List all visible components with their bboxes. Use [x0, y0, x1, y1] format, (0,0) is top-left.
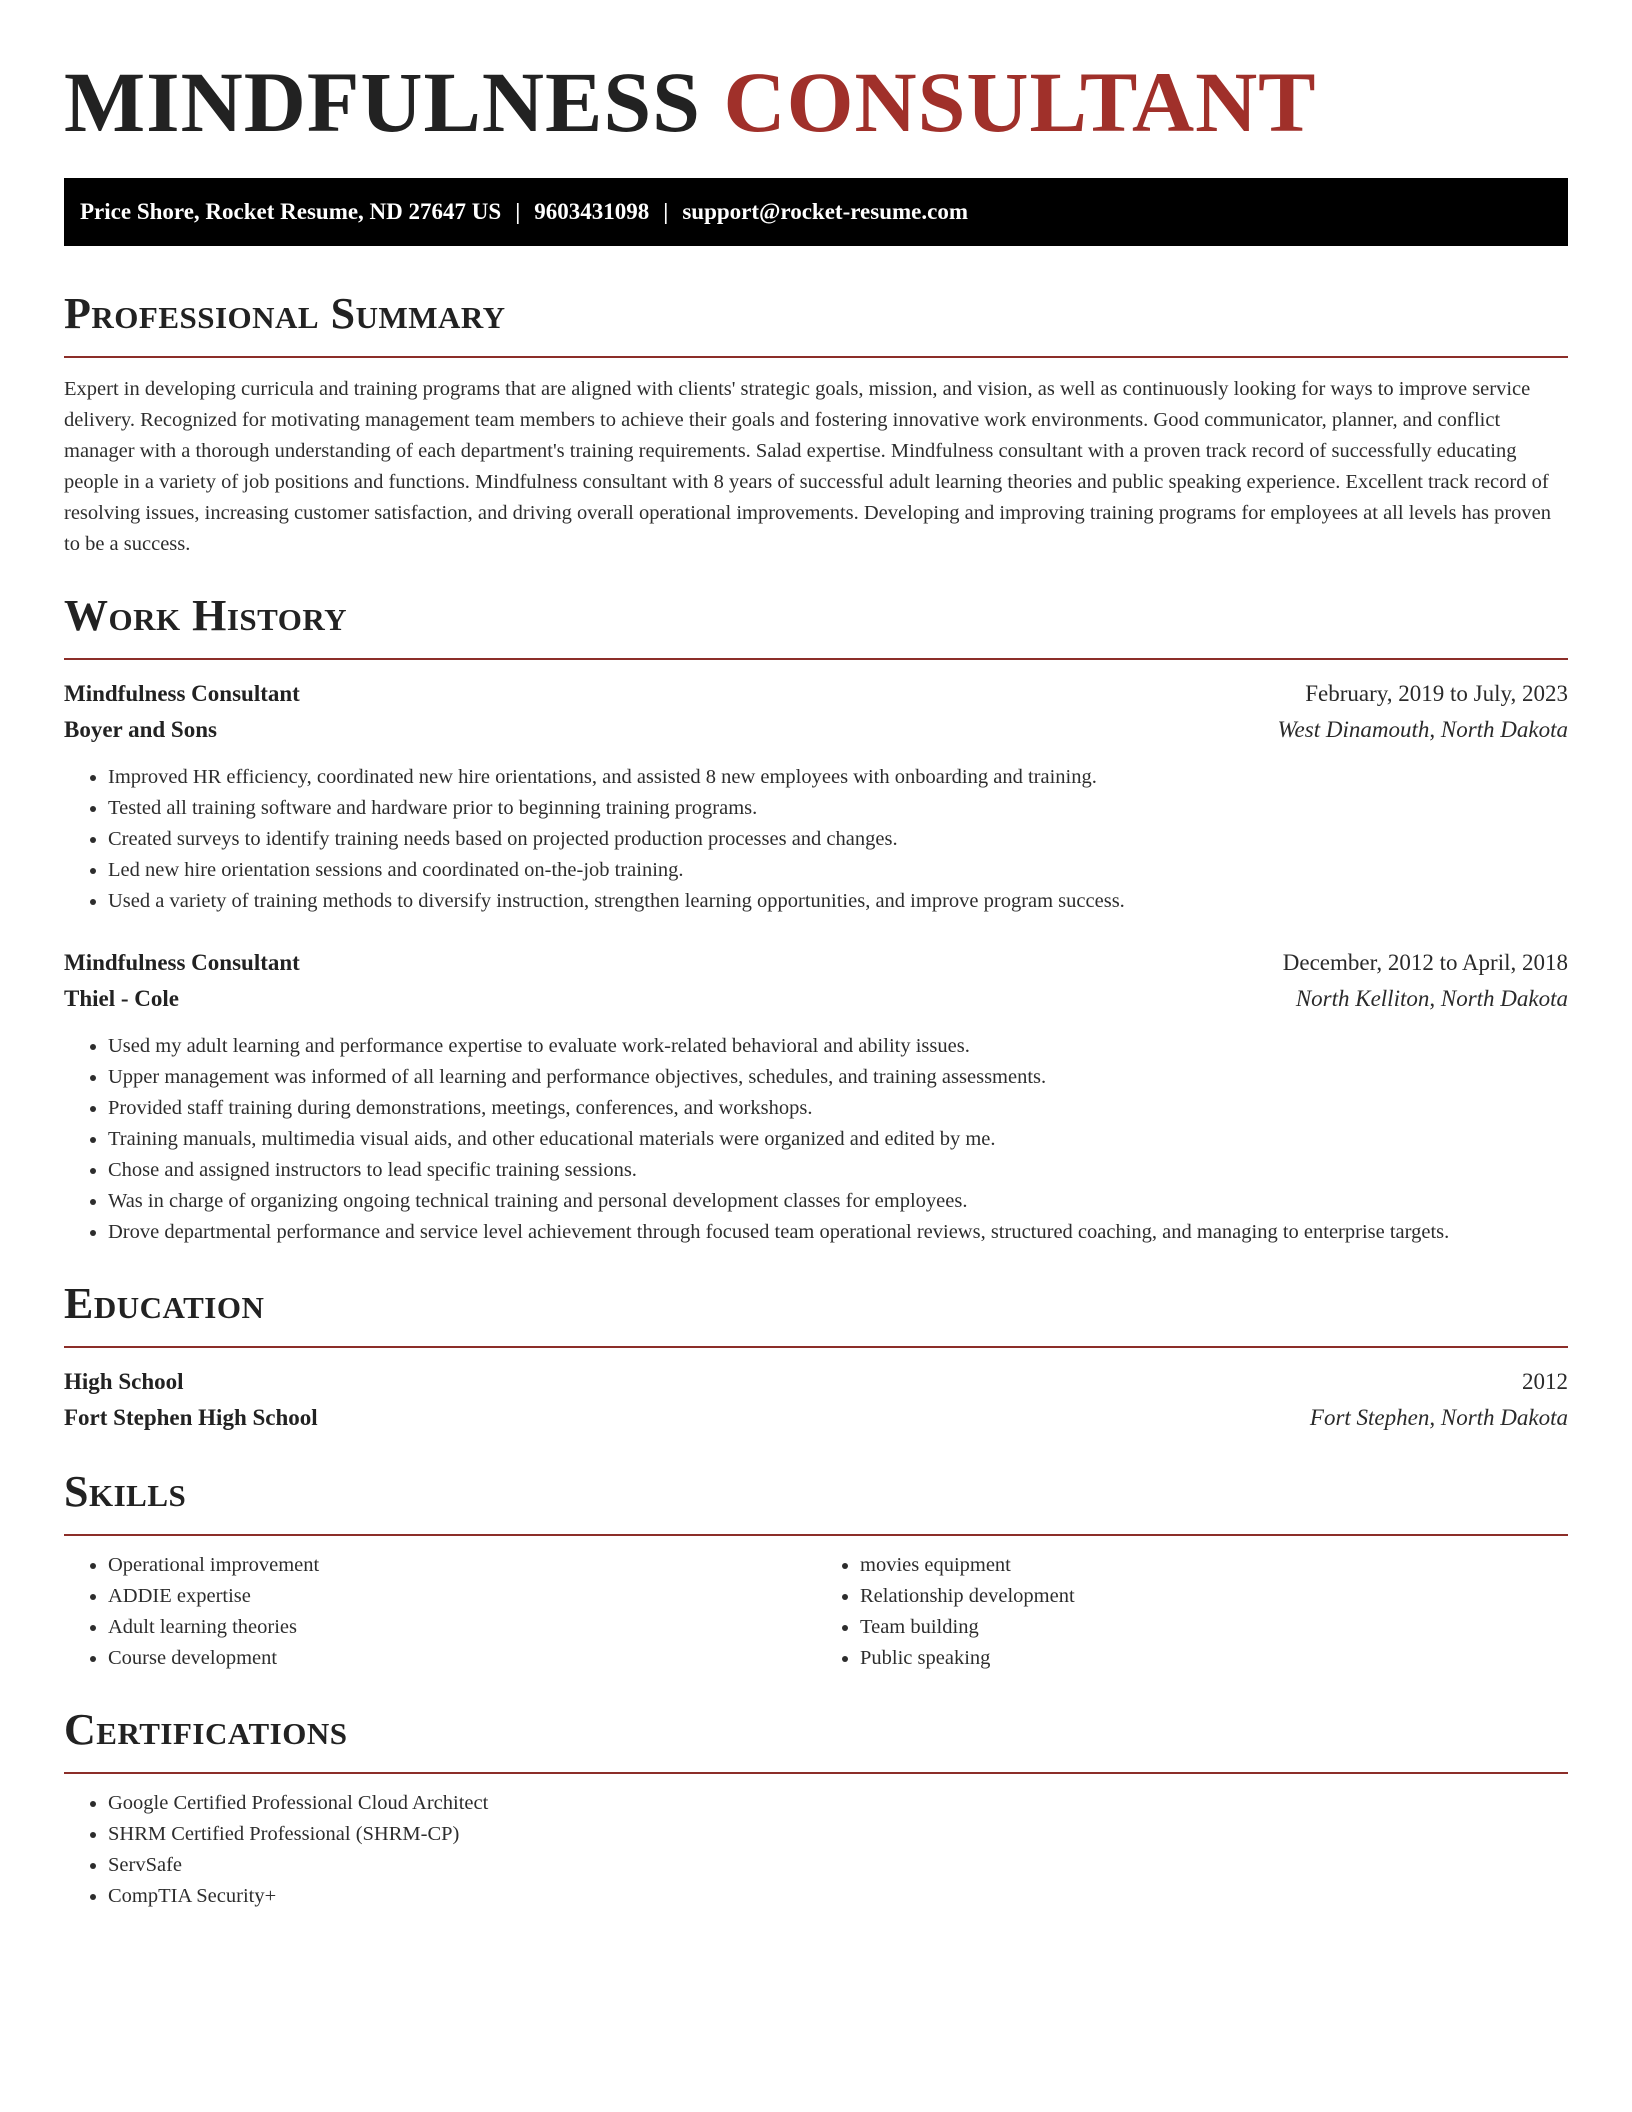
job-role: Mindfulness Consultant	[64, 950, 300, 975]
section-title-summary: Professional Summary	[64, 289, 506, 338]
education-year: 2012	[1522, 1369, 1568, 1394]
job-company-row	[64, 712, 1568, 748]
education-entry	[64, 1364, 1568, 1436]
section-divider	[64, 356, 1568, 358]
summary-text: Expert in developing curricula and training programs that are aligned with clients' strategic goals, mission, and vision, as well as continuously looking for ways to improve service delivery. Recognized for motivating management team members to achieve their goals and fostering innovative work environments. Good communicator, planner, and conflict manager with a thorough understanding of each department's training requirements. Salad expertise. Mindfulness consultant with a proven track record of successfully educating people in a variety of job positions and functions. Mindfulness consultant with 8 years of successful adult learning theories and public speaking experience. Excellent track record of resolving issues, increasing customer satisfaction, and driving overall operational improvements. Developing and improving training programs for employees at all levels has proven to be a success.	[64, 378, 1552, 555]
job-bullet: • Drove departmental performance and service level achievement through focused team operational reviews, structured coaching, and managing to enterprise targets.	[108, 1217, 1568, 1248]
section-title-work-history: Work History	[64, 591, 348, 640]
education-location: Fort Stephen, North Dakota	[1309, 1405, 1568, 1430]
job-bullet: • Training manuals, multimedia visual aids, and other educational materials were organized and edited by me.	[108, 1124, 1568, 1155]
skill-item: • movies equipment	[860, 1550, 1568, 1581]
job-dates: February, 2019 to July, 2023	[1305, 681, 1568, 706]
education-school-row	[64, 1400, 1568, 1436]
job-bullet: • Led new hire orientation sessions and coordinated on-the-job training.	[108, 855, 1568, 886]
education-school: Fort Stephen High School	[64, 1405, 318, 1430]
certifications-list	[64, 1788, 1568, 1912]
job-entry	[64, 676, 1568, 917]
name-part-accent: CONSULTANT	[723, 54, 1317, 150]
name-part-primary: MINDFULNESS	[64, 54, 701, 150]
job-location: West Dinamouth, North Dakota	[1277, 717, 1568, 742]
job-bullet: • Provided staff training during demonstrations, meetings, conferences, and workshops.	[108, 1093, 1568, 1124]
job-bullet: • Created surveys to identify training needs based on projected production processes and changes.	[108, 824, 1568, 855]
job-bullet: • Tested all training software and hardware prior to beginning training programs.	[108, 793, 1568, 824]
contact-separator: |	[663, 199, 669, 224]
job-company: Boyer and Sons	[64, 717, 217, 742]
certification-item: • Google Certified Professional Cloud Architect	[108, 1788, 1568, 1819]
skill-item: • Team building	[860, 1612, 1568, 1643]
job-company: Thiel - Cole	[64, 986, 179, 1011]
certification-item: • ServSafe	[108, 1850, 1568, 1881]
skills-grid	[64, 1550, 1568, 1674]
resume-name-heading	[64, 52, 1568, 152]
section-title-certifications: Certifications	[64, 1705, 348, 1754]
contact-bar	[64, 178, 1568, 246]
job-bullet-list	[64, 1031, 1568, 1248]
job-header-row	[64, 945, 1568, 981]
contact-separator: |	[515, 199, 521, 224]
skills-list-right	[816, 1550, 1568, 1674]
job-bullet: • Was in charge of organizing ongoing technical training and personal development classes for employees.	[108, 1186, 1568, 1217]
skill-item: • ADDIE expertise	[108, 1581, 816, 1612]
job-bullet: • Chose and assigned instructors to lead specific training sessions.	[108, 1155, 1568, 1186]
section-title-skills: Skills	[64, 1467, 187, 1516]
job-bullet: • Used a variety of training methods to diversify instruction, strengthen learning opportunities, and improve program success.	[108, 886, 1568, 917]
education-degree: High School	[64, 1369, 184, 1394]
certifications-section	[64, 1702, 1568, 1912]
job-bullet-list	[64, 762, 1568, 917]
education-header-row	[64, 1364, 1568, 1400]
skills-list-left	[64, 1550, 816, 1674]
summary-section	[64, 286, 1568, 560]
skill-item: • Adult learning theories	[108, 1612, 816, 1643]
section-divider	[64, 658, 1568, 660]
skill-item: • Operational improvement	[108, 1550, 816, 1581]
section-divider	[64, 1346, 1568, 1348]
job-bullet: • Used my adult learning and performance expertise to evaluate work-related behavioral and ability issues.	[108, 1031, 1568, 1062]
job-role: Mindfulness Consultant	[64, 681, 300, 706]
job-dates: December, 2012 to April, 2018	[1282, 950, 1568, 975]
job-bullet: • Improved HR efficiency, coordinated new hire orientations, and assisted 8 new employees with onboarding and training.	[108, 762, 1568, 793]
work-history-section	[64, 588, 1568, 1248]
skill-item: • Relationship development	[860, 1581, 1568, 1612]
contact-phone: 9603431098	[534, 199, 650, 224]
job-bullet: • Upper management was informed of all learning and performance objectives, schedules, and training assessments.	[108, 1062, 1568, 1093]
job-location: North Kelliton, North Dakota	[1295, 986, 1568, 1011]
skill-item: • Course development	[108, 1643, 816, 1674]
section-title-education: Education	[64, 1279, 265, 1328]
job-header-row	[64, 676, 1568, 712]
contact-address: Price Shore, Rocket Resume, ND 27647 US	[80, 199, 502, 224]
certification-item: • CompTIA Security+	[108, 1881, 1568, 1912]
skills-section	[64, 1464, 1568, 1674]
job-company-row	[64, 981, 1568, 1017]
education-section	[64, 1276, 1568, 1436]
skill-item: • Public speaking	[860, 1643, 1568, 1674]
section-divider	[64, 1534, 1568, 1536]
section-divider	[64, 1772, 1568, 1774]
contact-email: support@rocket-resume.com	[682, 199, 968, 224]
job-entry	[64, 945, 1568, 1248]
certification-item: • SHRM Certified Professional (SHRM-CP)	[108, 1819, 1568, 1850]
